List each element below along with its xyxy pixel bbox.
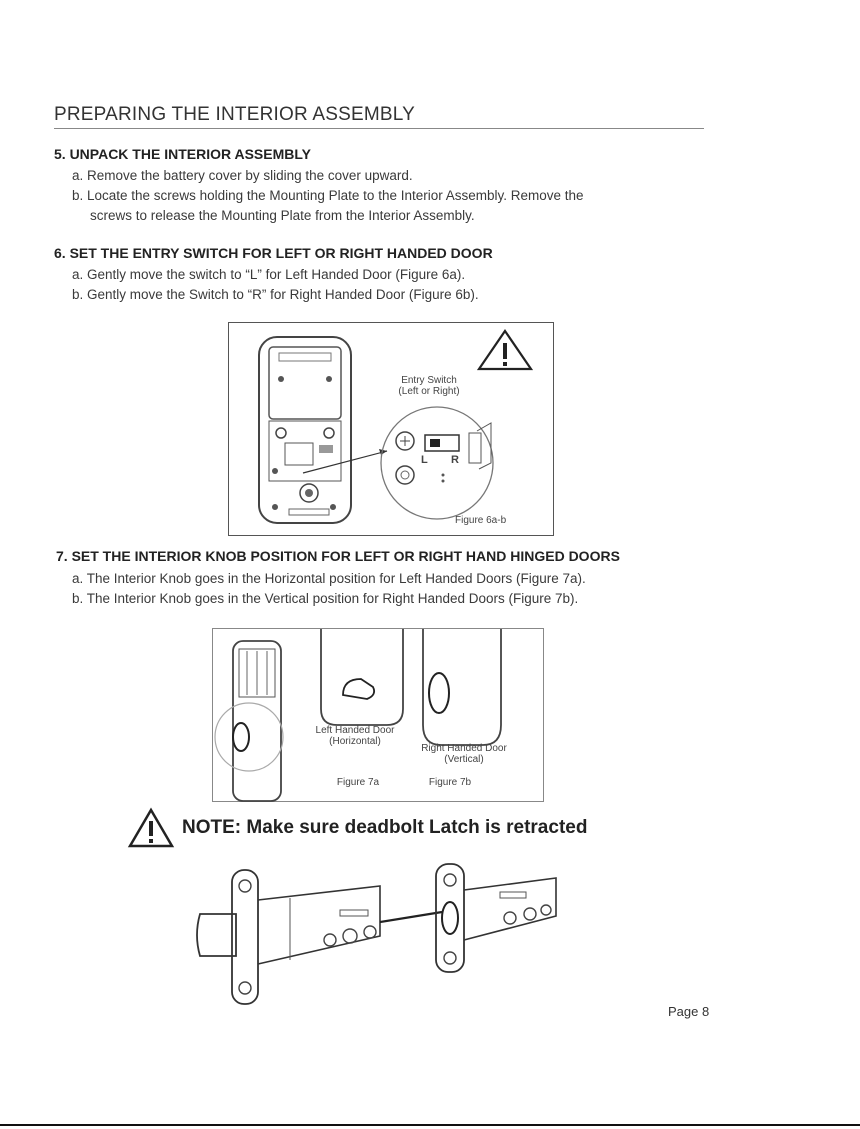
warning-triangle-icon	[479, 331, 531, 369]
figure-7b-caption: Figure 7b	[428, 777, 472, 788]
step7-line-a: a. The Interior Knob goes in the Horizontal position for Left Handed Doors (Figure 7a).	[72, 571, 586, 586]
section-title: PREPARING THE INTERIOR ASSEMBLY	[54, 104, 704, 129]
left-door-label-line1: Left Handed Door	[315, 725, 395, 736]
step7-line-b: b. The Interior Knob goes in the Vertical position for Right Handed Doors (Figure 7b).	[72, 591, 579, 606]
step5-line-b1: b. Locate the screws holding the Mounting Plate to the Interior Assembly. Remove the	[72, 188, 584, 203]
step6-line-b: b. Gently move the Switch to “R” for Right Handed Door (Figure 6b).	[72, 287, 479, 302]
step6-line-a: a. Gently move the switch to “L” for Left Handed Door (Figure 6a).	[72, 267, 466, 282]
figure-6-caption: Figure 6a-b	[455, 515, 507, 526]
step5-line-a: a. Remove the battery cover by sliding the cover upward.	[72, 168, 413, 183]
warning-triangle-icon	[128, 808, 174, 848]
right-door-label-line2: (Vertical)	[444, 754, 484, 765]
page-number: Page 8	[668, 1004, 710, 1019]
bottom-rule	[0, 1124, 860, 1126]
step5-heading: 5. UNPACK THE INTERIOR ASSEMBLY	[54, 146, 311, 162]
switch-left-mark: L	[421, 454, 428, 466]
figure-6-box	[228, 322, 554, 536]
entry-switch-label-line2: (Left or Right)	[398, 386, 460, 397]
step6-heading: 6. SET THE ENTRY SWITCH FOR LEFT OR RIGHT HANDED DOOR	[54, 245, 493, 261]
left-door-label-line2: (Horizontal)	[329, 736, 381, 747]
right-door-label-line1: Right Handed Door	[421, 743, 507, 754]
step5-line-b2: screws to release the Mounting Plate from the Interior Assembly.	[90, 208, 475, 223]
deadbolt-latch-illustration	[180, 860, 570, 1010]
entry-switch-label-line1: Entry Switch	[401, 375, 457, 386]
figure-7-illustration	[213, 629, 543, 801]
step7-heading: 7. SET THE INTERIOR KNOB POSITION FOR LEFT OR RIGHT HAND HINGED DOORS	[56, 548, 620, 564]
figure-7-box	[212, 628, 544, 802]
figure-6-illustration	[229, 323, 553, 535]
switch-right-mark: R	[451, 454, 459, 466]
figure-7a-caption: Figure 7a	[336, 777, 380, 788]
deadbolt-note: NOTE: Make sure deadbolt Latch is retracted	[182, 817, 588, 838]
